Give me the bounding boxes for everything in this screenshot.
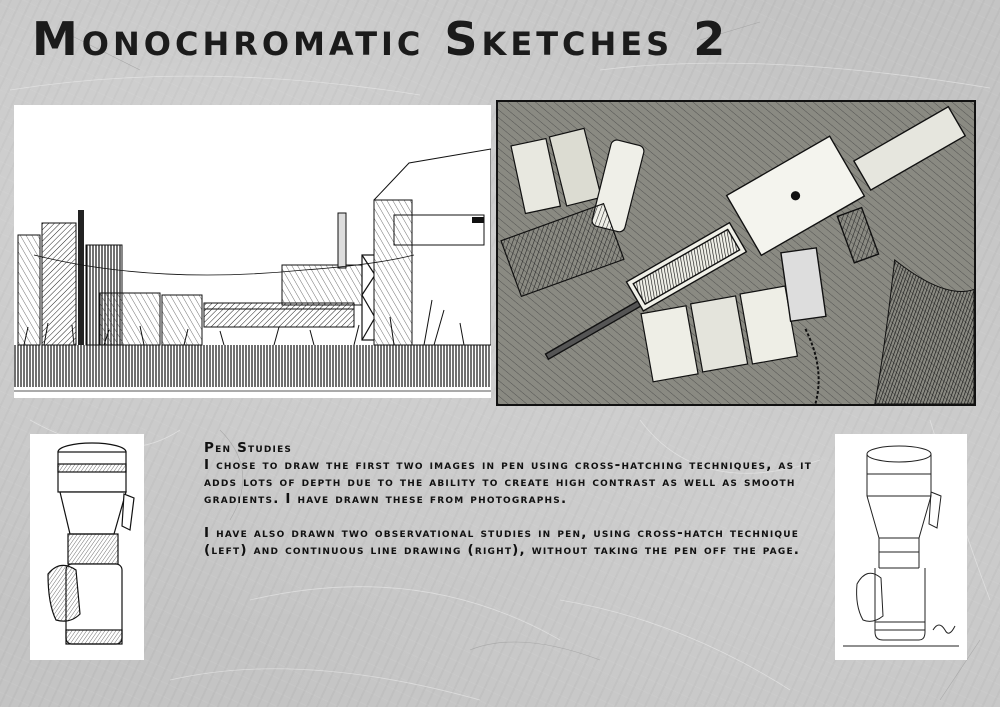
section-heading: Pen Studies bbox=[204, 440, 293, 456]
paragraph-2: I have also drawn two observational studies in pen, using cross-hatch technique (left) and continuous line drawing (right), without taking the pen off the page. bbox=[204, 525, 801, 558]
torch-cross-hatch-study bbox=[30, 434, 144, 660]
torch-continuous-line-study bbox=[835, 434, 967, 660]
description-text bbox=[204, 440, 814, 576]
rifle-drawing bbox=[496, 100, 976, 406]
factory-drawing bbox=[14, 105, 491, 398]
paragraph-1: I chose to draw the first two images in pen using cross-hatching techniques, as it adds lots of depth due to the ability to create high contrast as well as smooth gradients. I have drawn these from photographs. bbox=[204, 457, 813, 507]
page-title: Monochromatic Sketches 2 bbox=[32, 12, 730, 66]
